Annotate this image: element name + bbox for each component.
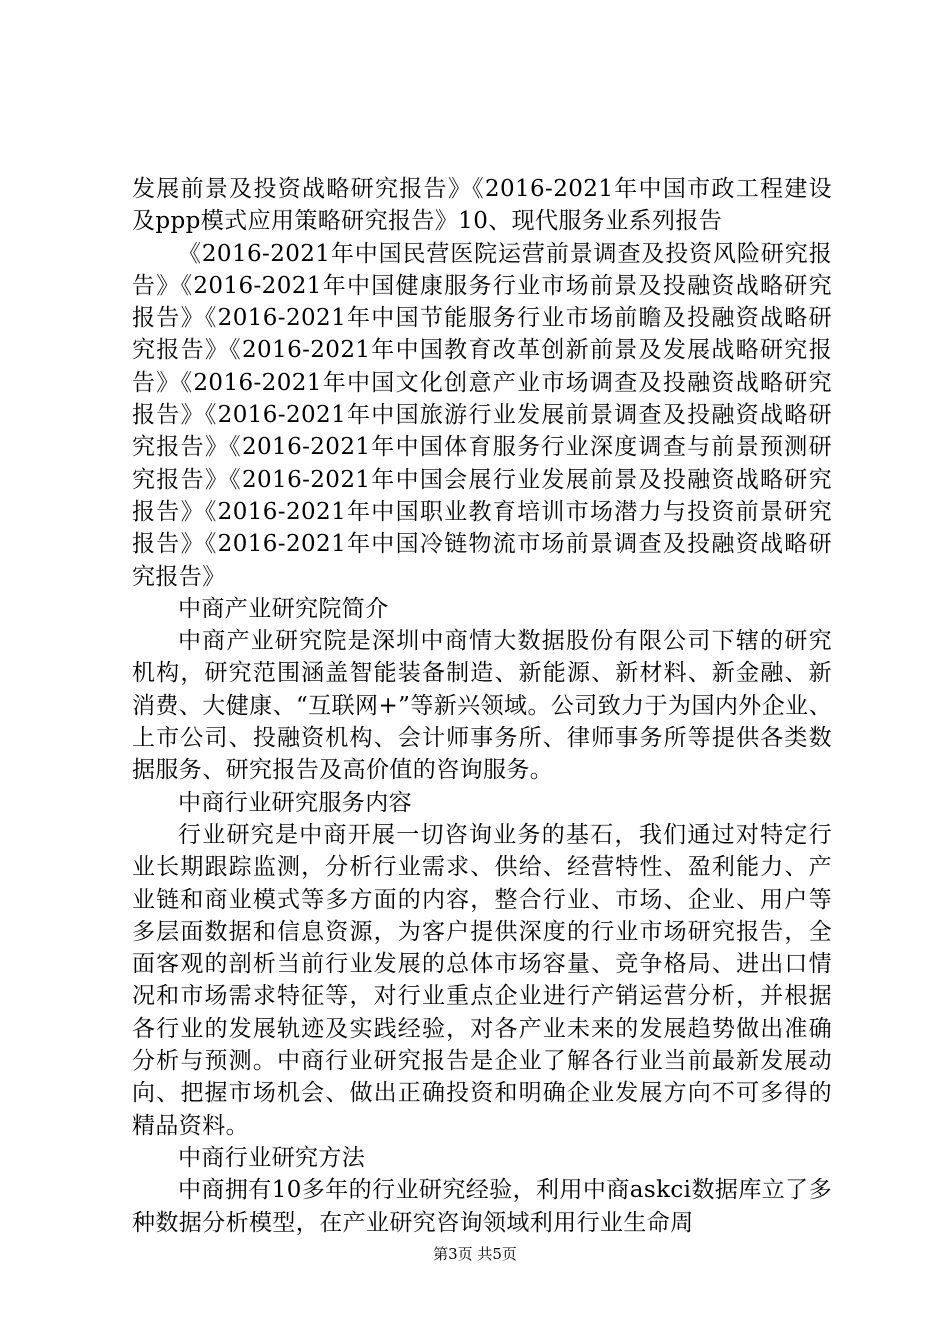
paragraph-continuation: 发展前景及投资战略研究报告》《2016-2021年中国市政工程建设及ppp模式应用策略研究报告》10、现代服务业系列报告 [132,176,832,235]
paragraph-report-list: 《2016-2021年中国民营医院运营前景调查及投资风险研究报告》《2016-2021年中国健康服务行业市场前景及投融资战略研究报告》《2016-2021年中国节能服务行业市场前瞻及投融资战略研究报告》《2016-2021年中国教育改革创新前景及发展战略研究报告》《2016-2021年中国文化创意产业市场调查及投融资战略研究报告》《2016-2021年中国旅游行业发展前景调查及投融资战略研究报告》《2016-2021年中国体育服务行业深度调查与前景预测研究报告》《2016-2021年中国会展行业发展前景及投融资战略研究报告》《2016-2021年中国职业教育培训市场潜力与投资前景研究报告》《2016-2021年中国冷链物流市场前景调查及投融资战略研究报告》 [132,240,832,590]
section-heading-service-content: 中商行业研究服务内容 [178,789,412,816]
section-heading-institute-intro: 中商产业研究院简介 [178,595,389,622]
paragraph-service-content: 行业研究是中商开展一切咨询业务的基石，我们通过对特定行业长期跟踪监测，分析行业需求、供给、经营特性、盈利能力、产业链和商业模式等多方面的内容，整合行业、市场、企业、用户等多层面数据和信息资源，为客户提供深度的行业市场研究报告，全面客观的剖析当前行业发展的总体市场容量、竞争格局、进出口情况和市场需求特征等，对行业重点企业进行产销运营分析，并根据各行业的发展轨迹及实践经验，对各产业未来的发展趋势做出准确分析与预测。中商行业研究报告是企业了解各行业当前最新发展动向、把握市场机会、做出正确投资和明确企业发展方向不可多得的精品资料。 [132,821,832,1139]
paragraph-research-method: 中商拥有10多年的行业研究经验，利用中商askci数据库立了多种数据分析模型，在产业研究咨询领域利用行业生命周 [132,1177,832,1236]
document-body [132,173,832,1239]
section-heading-research-method: 中商行业研究方法 [178,1144,366,1171]
page-footer: 第3页 共5页 [433,1245,517,1263]
paragraph-institute-intro: 中商产业研究院是深圳中商情大数据股份有限公司下辖的研究机构，研究范围涵盖智能装备制造、新能源、新材料、新金融、新消费、大健康、“互联网+”等新兴领域。公司致力于为国内外企业、上市公司、投融资机构、会计师事务所、律师事务所等提供各类数据服务、研究报告及高价值的咨询服务。 [132,628,832,784]
